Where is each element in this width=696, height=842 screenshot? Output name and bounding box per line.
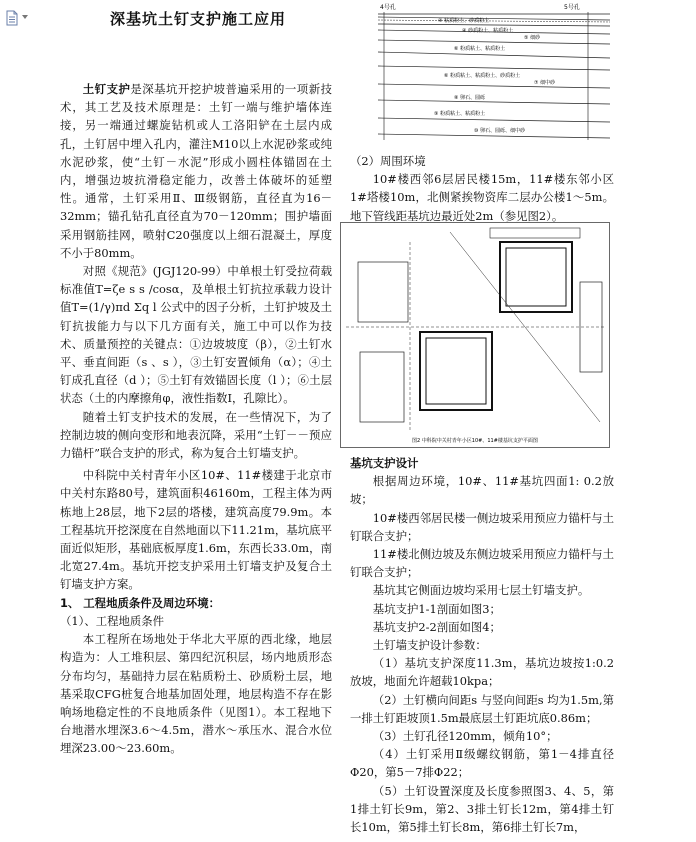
layer-label: ④ 砂质粉土、粘质粉土: [462, 28, 514, 34]
paragraph: 基坑其它侧面边坡均采用七层土钉墙支护。: [372, 583, 590, 598]
layer-label: ⑥ 粉质粘土、粘质粉土、砂质粉土: [444, 73, 521, 79]
paragraph-intro: 土钉支护是深基坑开挖护坡普遍采用的一项新技术，其工艺及技术原理是：土钉一端与维护墙体连接，另一端通过螺旋钻机或人工洛阳铲在土层内成孔，土钉居中埋入孔内，灌注M10以上水泥砂浆或纯水泥砂浆，使“土钉－水泥”形成小圆柱体锚固在土内，增强边坡抗滑稳定能力，改善土体破坏的延塑性。通常，土钉采用Ⅱ、Ⅲ级钢筋，直径直为16－32mm；锚孔钻孔直径直为70－120mm；围护墙面采用钢筋挂网，喷射C20强度以上细石混凝土，厚度不小于80mm。: [60, 82, 332, 260]
layer-label: ④ 粘质粉土、砂质粉土: [438, 18, 490, 24]
hole-label: 5号孔: [564, 4, 580, 11]
right-column-lower: [350, 454, 614, 836]
paragraph: 基坑支护2-2剖面如图4；: [372, 619, 501, 634]
paragraph: 基坑支护1-1剖面如图3；: [372, 601, 501, 616]
subsection-heading: （1）、工程地质条件: [60, 613, 165, 628]
section-heading: 1、 工程地质条件及周边环境：: [60, 595, 220, 610]
document-icon[interactable]: [4, 10, 20, 26]
paragraph: 10#楼西邻居民楼一侧边坡采用预应力锚杆与土钉联合支护；: [350, 510, 614, 543]
layer-label: ⑧ 卵石、圆砾: [454, 95, 486, 101]
hole-label: 4号孔: [380, 4, 396, 11]
figure-caption: 图2 中科院中关村青年小区10#、11#楼基坑支护平面图: [412, 438, 538, 444]
paragraph: （4）土钉采用Ⅱ级螺纹钢筋，第1－4排直径Φ20，第5－7排Φ22；: [350, 747, 614, 780]
layer-label: ⑦ 细中砂: [534, 80, 556, 86]
layer-label: ⑥ 粉质粘土、粘质粉土: [454, 46, 506, 52]
paragraph: （5）土钉设置深度及长度参照图3、4、5，第1排土钉长9m，第2、3排土钉长12m，第4排土钉长10m，第5排土钉长8m，第6排土钉长7m，: [350, 783, 614, 835]
paragraph-formula: 对照《规范》(JGJ120-99）中单根土钉受拉荷载标准值T=ζe s s /cosα，及单根土钉抗拉承载力设计值T=(1/γ)πd Σq l 公式中的因子分析，土钉护坡及土钉抗拔能力与以下几方面有关，施工中可以作为技术、质量预控的关键点：①边坡坡度（β），②土钉水平、垂直间距（s 、s ），③土钉安置倾角（α）；④土钉成孔直径（d ）；⑤土钉有效锚固长度（l ）；⑥土层状态（土的内摩擦角φ，液性指数I，孔隙比）。: [60, 264, 332, 406]
chevron-down-icon[interactable]: [22, 14, 28, 20]
left-column: [60, 80, 332, 758]
paragraph: （3）土钉孔径120mm，倾角10°；: [372, 729, 558, 744]
document-title: 深基坑土钉支护施工应用: [109, 10, 286, 28]
right-column: [350, 152, 614, 225]
paragraph: 11#楼北侧边坡及东侧边坡采用预应力锚杆与土钉联合支护；: [350, 547, 614, 580]
layer-label: ⑨ 粉质粘土、粘质粉土: [434, 111, 486, 117]
paragraph: 根据周边环境，10#、11#基坑四面1: 0.2放坡；: [350, 474, 614, 507]
geologic-profile-figure: [374, 0, 614, 142]
paragraph-composite: 随着土钉支护技术的发展，在一些情况下，为了控制边坡的侧向变形和地表沉降，采用“土钉－－预应力锚杆”联合支护的形式，称为复合土钉墙支护。: [60, 409, 332, 461]
paragraph: 土钉墙支护设计参数：: [372, 638, 487, 653]
paragraph-project: 中科院中关村青年小区10#、11#楼建于北京市中关村东路80号，建筑面积46160m，工程主体为两栋地上28层，地下2层的塔楼，建筑高度79.9m。本工程基坑开挖深度在自然地面以下11.21m，基坑底平面近似矩形，基础底板厚度1.6m，东西长33.0m，南北宽27.4m。基坑开挖支护采用土钉墙支护及复合土钉墙支护方案。: [60, 468, 332, 592]
site-plan-figure: [340, 222, 610, 448]
paragraph: （2）土钉横向间距s 与竖向间距s 均为1.5m,第一排土钉距坡顶1.5m最底层土钉距坑底0.86m；: [350, 692, 614, 725]
layer-label: ⑩ 卵石、圆砾、细中砂: [474, 128, 526, 134]
subsection-heading: （2）周围环境: [350, 154, 426, 168]
paragraph-geology: 本工程所在场地处于华北大平原的西北缘，地层构造为：人工堆积层、第四纪沉积层，场内地质形态分布均匀，基础持力层在粘质粉土、砂质粉土层，地基采取CFG桩复合地基加固处理，地层构造不存在影响场地稳定性的不良地质条件（见图1）。本工程地下台地潜水埋深3.6～4.5m，潜水～承压水、混合水位埋深23.00～23.60m。: [60, 632, 332, 756]
paragraph: （1）基坑支护深度11.3m，基坑边坡按1:0.2放坡，地面允许超载10kpa；: [350, 656, 614, 689]
layer-label: ⑤ 细砂: [524, 35, 541, 41]
section-heading: 基坑支护设计: [350, 456, 419, 470]
paragraph-surroundings: 10#楼西邻6层居民楼15m，11#楼东邻小区1#塔楼10m，北侧紧挨物资库二层办公楼1～5m。地下管线距基坑边最近处2m（参见图2）。: [350, 172, 614, 223]
